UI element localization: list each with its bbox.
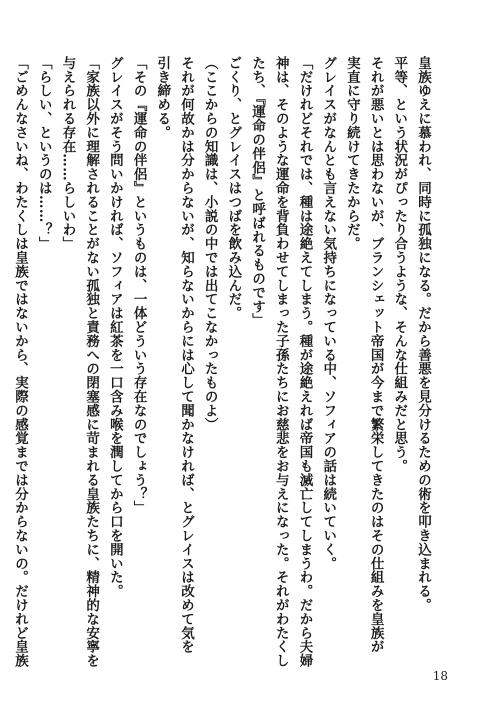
text-line: 「ごめんなさいね、わたくしは皇族ではないから、実際の感覚までは分からないの。だけれど皇族 xyxy=(12,56,29,668)
text-line: 「だけれどそれでは、種は途絶えてしまう。種が途絶えれば帝国も滅亡してしまうわ。だから夫婦 xyxy=(296,56,313,668)
text-line: ごくり、とグレイスはつばを飲み込んだ。 xyxy=(225,56,242,321)
text-line: たち、『運命の伴侶』と呼ばれるものです」 xyxy=(249,56,266,328)
text-line: （ここからの知識は、小説の中では出てこなかったものよ） xyxy=(201,56,218,432)
text-line: 「らしい、というのは……？」 xyxy=(35,56,52,251)
text-line: 引き締める。 xyxy=(154,56,171,140)
text-line: それが悪いとは思わないが、ブランシェット帝国が今まで繁栄してきたのはその仕組みを皇族が xyxy=(367,56,384,654)
page-number: 18 xyxy=(432,669,448,683)
text-line: 実直に守り続けてきたからだ。 xyxy=(343,56,360,251)
text-line: 与えられる存在……らしいわ」 xyxy=(59,56,76,251)
text-line: それが何故かは分からないが、知らないからには心して聞かなければ、とグレイスは改めて気を xyxy=(177,56,194,654)
text-line: グレイスがそう問いかければ、ソフィアは紅茶を一口含み喉を潤してから口を開いた。 xyxy=(106,56,123,599)
text-line: グレイスがなんとも言えない気持ちになっている中、ソフィアの話は続いていく。 xyxy=(320,56,337,571)
text-line: 皇族ゆえに慕われ、同時に孤独になる。だから善悪を見分けるための術を叩き込まれる。 xyxy=(415,56,431,612)
vertical-text-body xyxy=(12,56,434,668)
text-line: 「その『運命の伴侶』というものは、一体どういう存在なのでしょう？」 xyxy=(130,56,147,515)
text-line: 神は、そのような運命を背負わせてしまった子孫たちにお慈悲をお与えになった。それがわたくし xyxy=(272,56,289,668)
text-line: 「家族以外に理解されることがない孤独と責務への閉塞感に苛まれる皇族たちに、精神的な安寧を xyxy=(83,56,100,668)
text-line: 平等、という状況がぴったり合うような、そんな仕組みだと思う。 xyxy=(391,56,408,473)
